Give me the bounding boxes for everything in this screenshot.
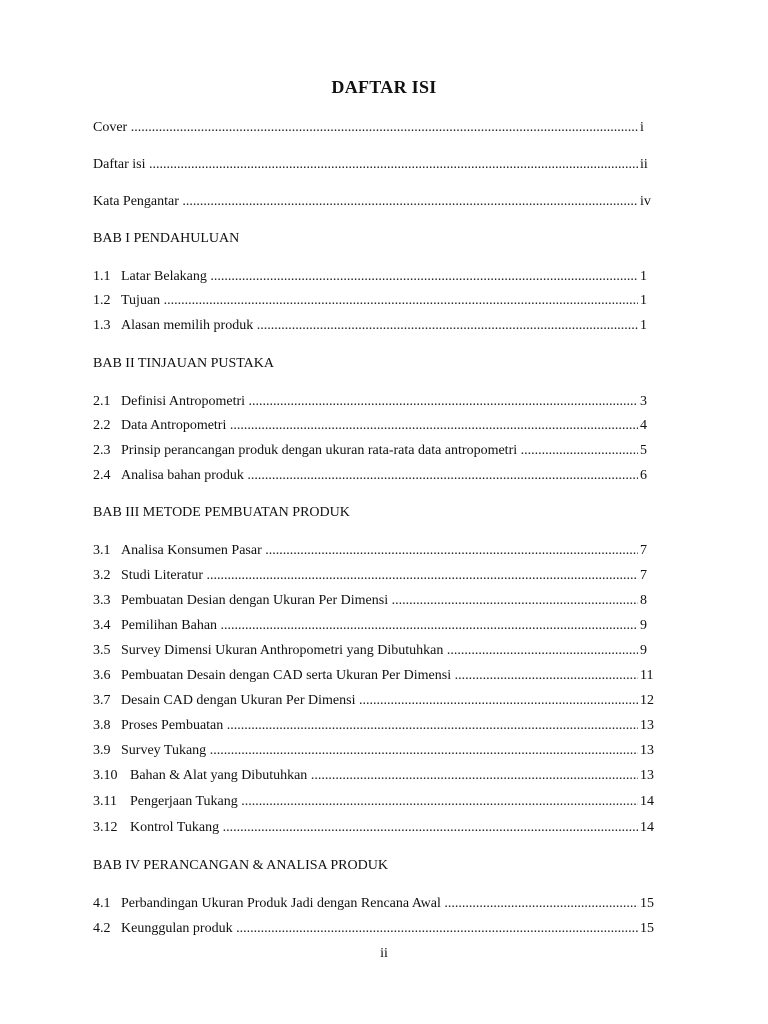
toc-entry-text: Latar Belakang: [121, 269, 207, 284]
toc-entry-text: Studi Literatur: [121, 568, 204, 583]
toc-entry-page: 15: [640, 921, 654, 936]
toc-entry-number: 1.2: [93, 293, 111, 308]
toc-entry-number: 3.6: [93, 668, 111, 683]
toc-entry-number: 3.1: [93, 543, 111, 558]
toc-entry-page: 1: [640, 269, 647, 284]
toc-entry-text: Desain CAD dengan Ukuran Per Dimensi: [121, 693, 356, 708]
toc-entry-text: Pemilihan Bahan: [121, 618, 218, 633]
toc-entry-label: [93, 392, 638, 412]
toc-entry-page: 11: [640, 668, 654, 683]
toc-entry: [93, 416, 668, 436]
toc-entry: [93, 894, 668, 914]
toc-entry: [93, 919, 668, 939]
toc-entry: [93, 641, 668, 661]
toc-entry-label: [93, 716, 638, 736]
toc-entry-number: 3.12: [93, 820, 118, 835]
toc-entry-label: [93, 441, 638, 461]
toc-entry-cover: [93, 118, 668, 138]
toc-entry-text: Perbandingan Ukuran Produk Jadi dengan Rencana Awal: [121, 896, 441, 911]
toc-entry-text: Analisa Konsumen Pasar: [121, 543, 262, 558]
toc-entry-label: [93, 919, 638, 939]
toc-entry: [93, 392, 668, 412]
toc-entry-label: [93, 641, 638, 661]
toc-entry-page: 14: [640, 820, 654, 835]
toc-entry: [93, 716, 668, 736]
toc-entry-page: 7: [640, 568, 647, 583]
toc-entry-text: Keunggulan produk: [121, 921, 233, 936]
toc-entry-page: 14: [640, 794, 654, 809]
toc-entry: [93, 741, 668, 761]
toc-entry-number: 3.3: [93, 593, 111, 608]
toc-entry-page: 13: [640, 718, 654, 733]
toc-entry-page: iv: [640, 194, 651, 209]
toc-entry: [93, 792, 668, 812]
toc-entry-number: 4.1: [93, 896, 111, 911]
chapter-heading-bab-4: BAB IV PERANCANGAN & ANALISA PRODUK: [93, 858, 388, 873]
toc-entry-page: 1: [640, 318, 647, 333]
toc-entry-page: 13: [640, 743, 654, 758]
page-number: ii: [380, 946, 388, 961]
toc-entry-label: [93, 691, 638, 711]
toc-entry-page: 7: [640, 543, 647, 558]
toc-entry-text: Proses Pembuatan: [121, 718, 224, 733]
toc-entry-number: 3.9: [93, 743, 111, 758]
chapter-heading-bab-2: BAB II TINJAUAN PUSTAKA: [93, 356, 275, 371]
toc-entry-label: [93, 792, 638, 812]
toc-entry: [93, 591, 668, 611]
toc-entry-label: [93, 466, 638, 486]
toc-entry-number: 2.1: [93, 394, 111, 409]
toc-entry-page: 13: [640, 768, 654, 783]
toc-entry-label: [93, 666, 638, 686]
toc-entry-page: 15: [640, 896, 654, 911]
toc-entry-text: Bahan & Alat yang Dibutuhkan: [130, 768, 308, 783]
toc-entry-number: 3.7: [93, 693, 111, 708]
toc-entry-text: Definisi Antropometri: [121, 394, 246, 409]
toc-entry-page: 9: [640, 643, 647, 658]
toc-entry-page: 8: [640, 593, 647, 608]
toc-entry-text: Survey Dimensi Ukuran Anthropometri yang Dibutuhkan: [121, 643, 444, 658]
toc-entry: [93, 466, 668, 486]
toc-entry-text: Alasan memilih produk: [121, 318, 254, 333]
toc-entry-label: Daftar isi .....: [93, 155, 638, 175]
toc-entry-label: [93, 894, 638, 914]
toc-entry-page: ii: [640, 157, 648, 172]
toc-entry-label: [93, 316, 638, 336]
toc-entry-label: [93, 741, 638, 761]
toc-entry-page: 1: [640, 293, 647, 308]
toc-entry-number: 1.1: [93, 269, 111, 284]
chapter-heading-bab-1: BAB I PENDAHULUAN: [93, 231, 240, 246]
toc-entry-label: [93, 291, 638, 311]
toc-entry-page: 9: [640, 618, 647, 633]
toc-entry-text: Tujuan: [121, 293, 161, 308]
toc-entry-label: [93, 566, 638, 586]
toc-entry: [93, 616, 668, 636]
toc-entry-label: [93, 766, 638, 786]
toc-entry-number: 2.4: [93, 468, 111, 483]
toc-entry-text: Pembuatan Desain dengan CAD serta Ukuran Per Dimensi: [121, 668, 452, 683]
toc-entry: [93, 316, 668, 336]
toc-entry-text: Survey Tukang: [121, 743, 207, 758]
toc-entry-number: 3.2: [93, 568, 111, 583]
toc-entry-text: Pengerjaan Tukang: [130, 794, 238, 809]
toc-entry: [93, 766, 668, 786]
toc-entry-text: Analisa bahan produk: [121, 468, 244, 483]
page-title: DAFTAR ISI: [331, 77, 437, 97]
toc-entry-number: 3.8: [93, 718, 111, 733]
toc-entry-number: 2.3: [93, 443, 111, 458]
toc-entry-number: 3.4: [93, 618, 111, 633]
toc-entry-label: [93, 818, 638, 838]
toc-entry-number: 4.2: [93, 921, 111, 936]
toc-entry: [93, 818, 668, 838]
toc-entry-daftar-isi: [93, 155, 668, 175]
toc-entry: [93, 441, 668, 461]
toc-entry-number: 3.11: [93, 794, 117, 809]
toc-entry: [93, 541, 668, 561]
toc-entry-page: i: [640, 120, 644, 135]
toc-entry-page: 4: [640, 418, 647, 433]
toc-entry-number: 3.5: [93, 643, 111, 658]
toc-entry-label: [93, 591, 638, 611]
toc-entry-page: 12: [640, 693, 654, 708]
toc-entry-label: [93, 267, 638, 287]
toc-entry-page: 5: [640, 443, 647, 458]
toc-entry-text: Prinsip perancangan produk dengan ukuran rata-rata data antropometri: [121, 443, 518, 458]
toc-entry-page: 6: [640, 468, 647, 483]
toc-entry: [93, 666, 668, 686]
toc-entry: [93, 291, 668, 311]
toc-entry: [93, 691, 668, 711]
toc-entry-text: Data Antropometri: [121, 418, 227, 433]
toc-entry-kata-pengantar: [93, 192, 668, 212]
toc-entry-number: 3.10: [93, 768, 118, 783]
toc-entry-number: 2.2: [93, 418, 111, 433]
toc-entry-label: Kata Pengantar .....: [93, 192, 638, 212]
toc-entry: [93, 566, 668, 586]
toc-entry-text: Pembuatan Desian dengan Ukuran Per Dimensi: [121, 593, 389, 608]
toc-entry-label: [93, 616, 638, 636]
toc-entry: [93, 267, 668, 287]
toc-entry-label: Cover .....: [93, 118, 638, 138]
toc-entry-label: [93, 541, 638, 561]
chapter-heading-bab-3: BAB III METODE PEMBUATAN PRODUK: [93, 505, 350, 520]
toc-entry-number: 1.3: [93, 318, 111, 333]
toc-entry-text: Kontrol Tukang: [130, 820, 220, 835]
toc-entry-label: [93, 416, 638, 436]
toc-entry-page: 3: [640, 394, 647, 409]
